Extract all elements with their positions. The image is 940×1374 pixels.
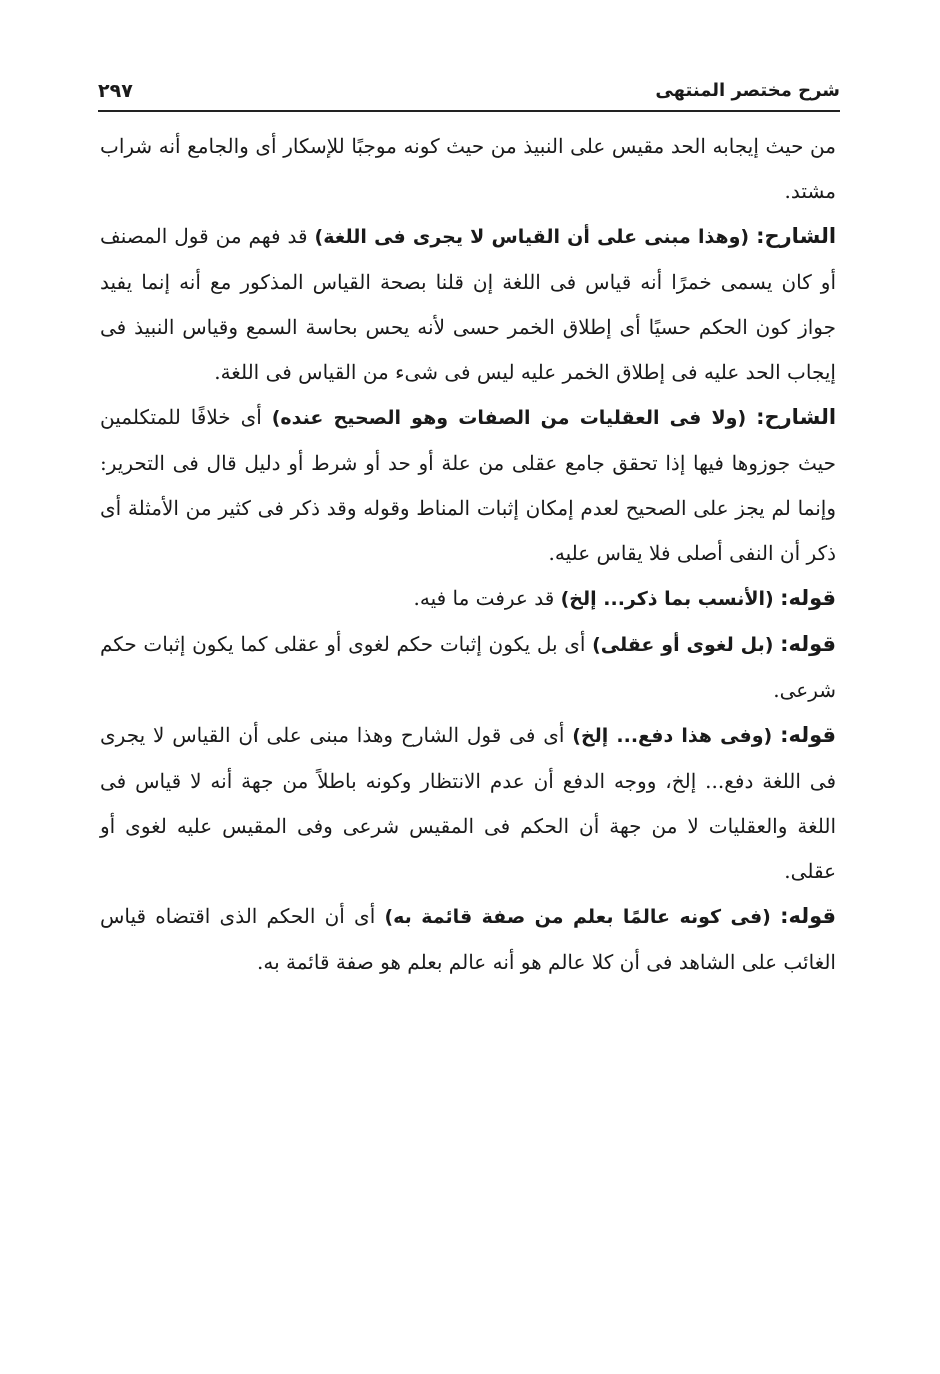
- paragraph-label: قوله:: [780, 632, 836, 656]
- paragraph-label: قوله:: [780, 723, 837, 747]
- paragraph-quote: (فى كونه عالمًا بعلم من صفة قائمة به): [384, 906, 771, 928]
- paragraph-label: الشارح:: [756, 224, 837, 248]
- paragraph-quote: (ولا فى العقليات من الصفات وهو الصحيح عنده): [271, 407, 747, 429]
- paragraph-text: قد فهم من قول المصنف أو كان يسمى خمرًا أنه قياس فى اللغة إن قلنا بصحة القياس المذكور مع أنه إنما يفيد جواز كون الحكم حسيًا أى إطلاق الخمر حسى لأنه يحس بحاسة السمع وقياس النبيذ فى إيجاب الحد عليه فى إطلاق الخمر عليه ليس فى شىء من القياس فى اللغة.: [100, 224, 836, 384]
- paragraph-text: أى بل يكون إثبات حكم لغوى أو عقلى كما يكون إثبات حكم شرعى.: [100, 632, 836, 702]
- paragraph-label: قوله:: [780, 904, 836, 928]
- paragraph: [100, 713, 836, 894]
- paragraph-text: من حيث إيجابه الحد مقيس على النبيذ من حيث كونه موجبًا للإسكار أى والجامع أنه شراب مشتد.: [100, 134, 836, 203]
- paragraph-label: قوله:: [780, 586, 836, 610]
- paragraph: [100, 124, 836, 214]
- page-header: [98, 74, 840, 112]
- paragraph-quote: (الأنسب بما ذكر... إلخ): [560, 588, 774, 610]
- paragraph: [100, 576, 836, 622]
- paragraph: [100, 395, 836, 576]
- paragraph-text: أى أن الحكم الذى اقتضاه قياس الغائب على الشاهد فى أن كلا عالم هو أنه عالم بعلم هو صفة قائمة به.: [100, 904, 836, 974]
- body-text: [100, 124, 836, 985]
- paragraph-text: أى فى قول الشارح وهذا مبنى على أن القياس لا يجرى فى اللغة دفع... إلخ، ووجه الدفع أن عدم الانتظار وكونه باطلاً من جهة أنه لا قياس فى اللغة والعقليات لا من جهة أن الحكم فى المقيس شرعى وفى المقيس عليه لغوى أو عقلى.: [100, 723, 836, 883]
- paragraph-text: قد عرفت ما فيه.: [413, 586, 555, 610]
- paragraph-quote: (وفى هذا دفع... إلخ): [572, 725, 773, 747]
- paragraph: [100, 214, 836, 395]
- paragraph-text: أى خلافًا للمتكلمين حيث جوزوها فيها إذا تحقق جامع عقلى من علة أو حد أو شرط أو دليل قال فى التحرير: وإنما لم يجز على الصحيح لعدم إمكان إثبات المناط وقوله وقد ذكر فى كثير من الأمثلة أى ذكر أن النفى أصلى فلا يقاس عليه.: [100, 405, 836, 565]
- paragraph-quote: (بل لغوى أو عقلى): [592, 634, 774, 656]
- paragraph-label: الشارح:: [756, 405, 837, 429]
- paragraph-quote: (وهذا مبنى على أن القياس لا يجرى فى اللغة): [314, 226, 750, 248]
- paragraph: [100, 622, 836, 713]
- page-number: ٢٩٧: [98, 80, 133, 102]
- paragraph: [100, 894, 836, 985]
- book-title: شرح مختصر المنتهى: [655, 80, 840, 101]
